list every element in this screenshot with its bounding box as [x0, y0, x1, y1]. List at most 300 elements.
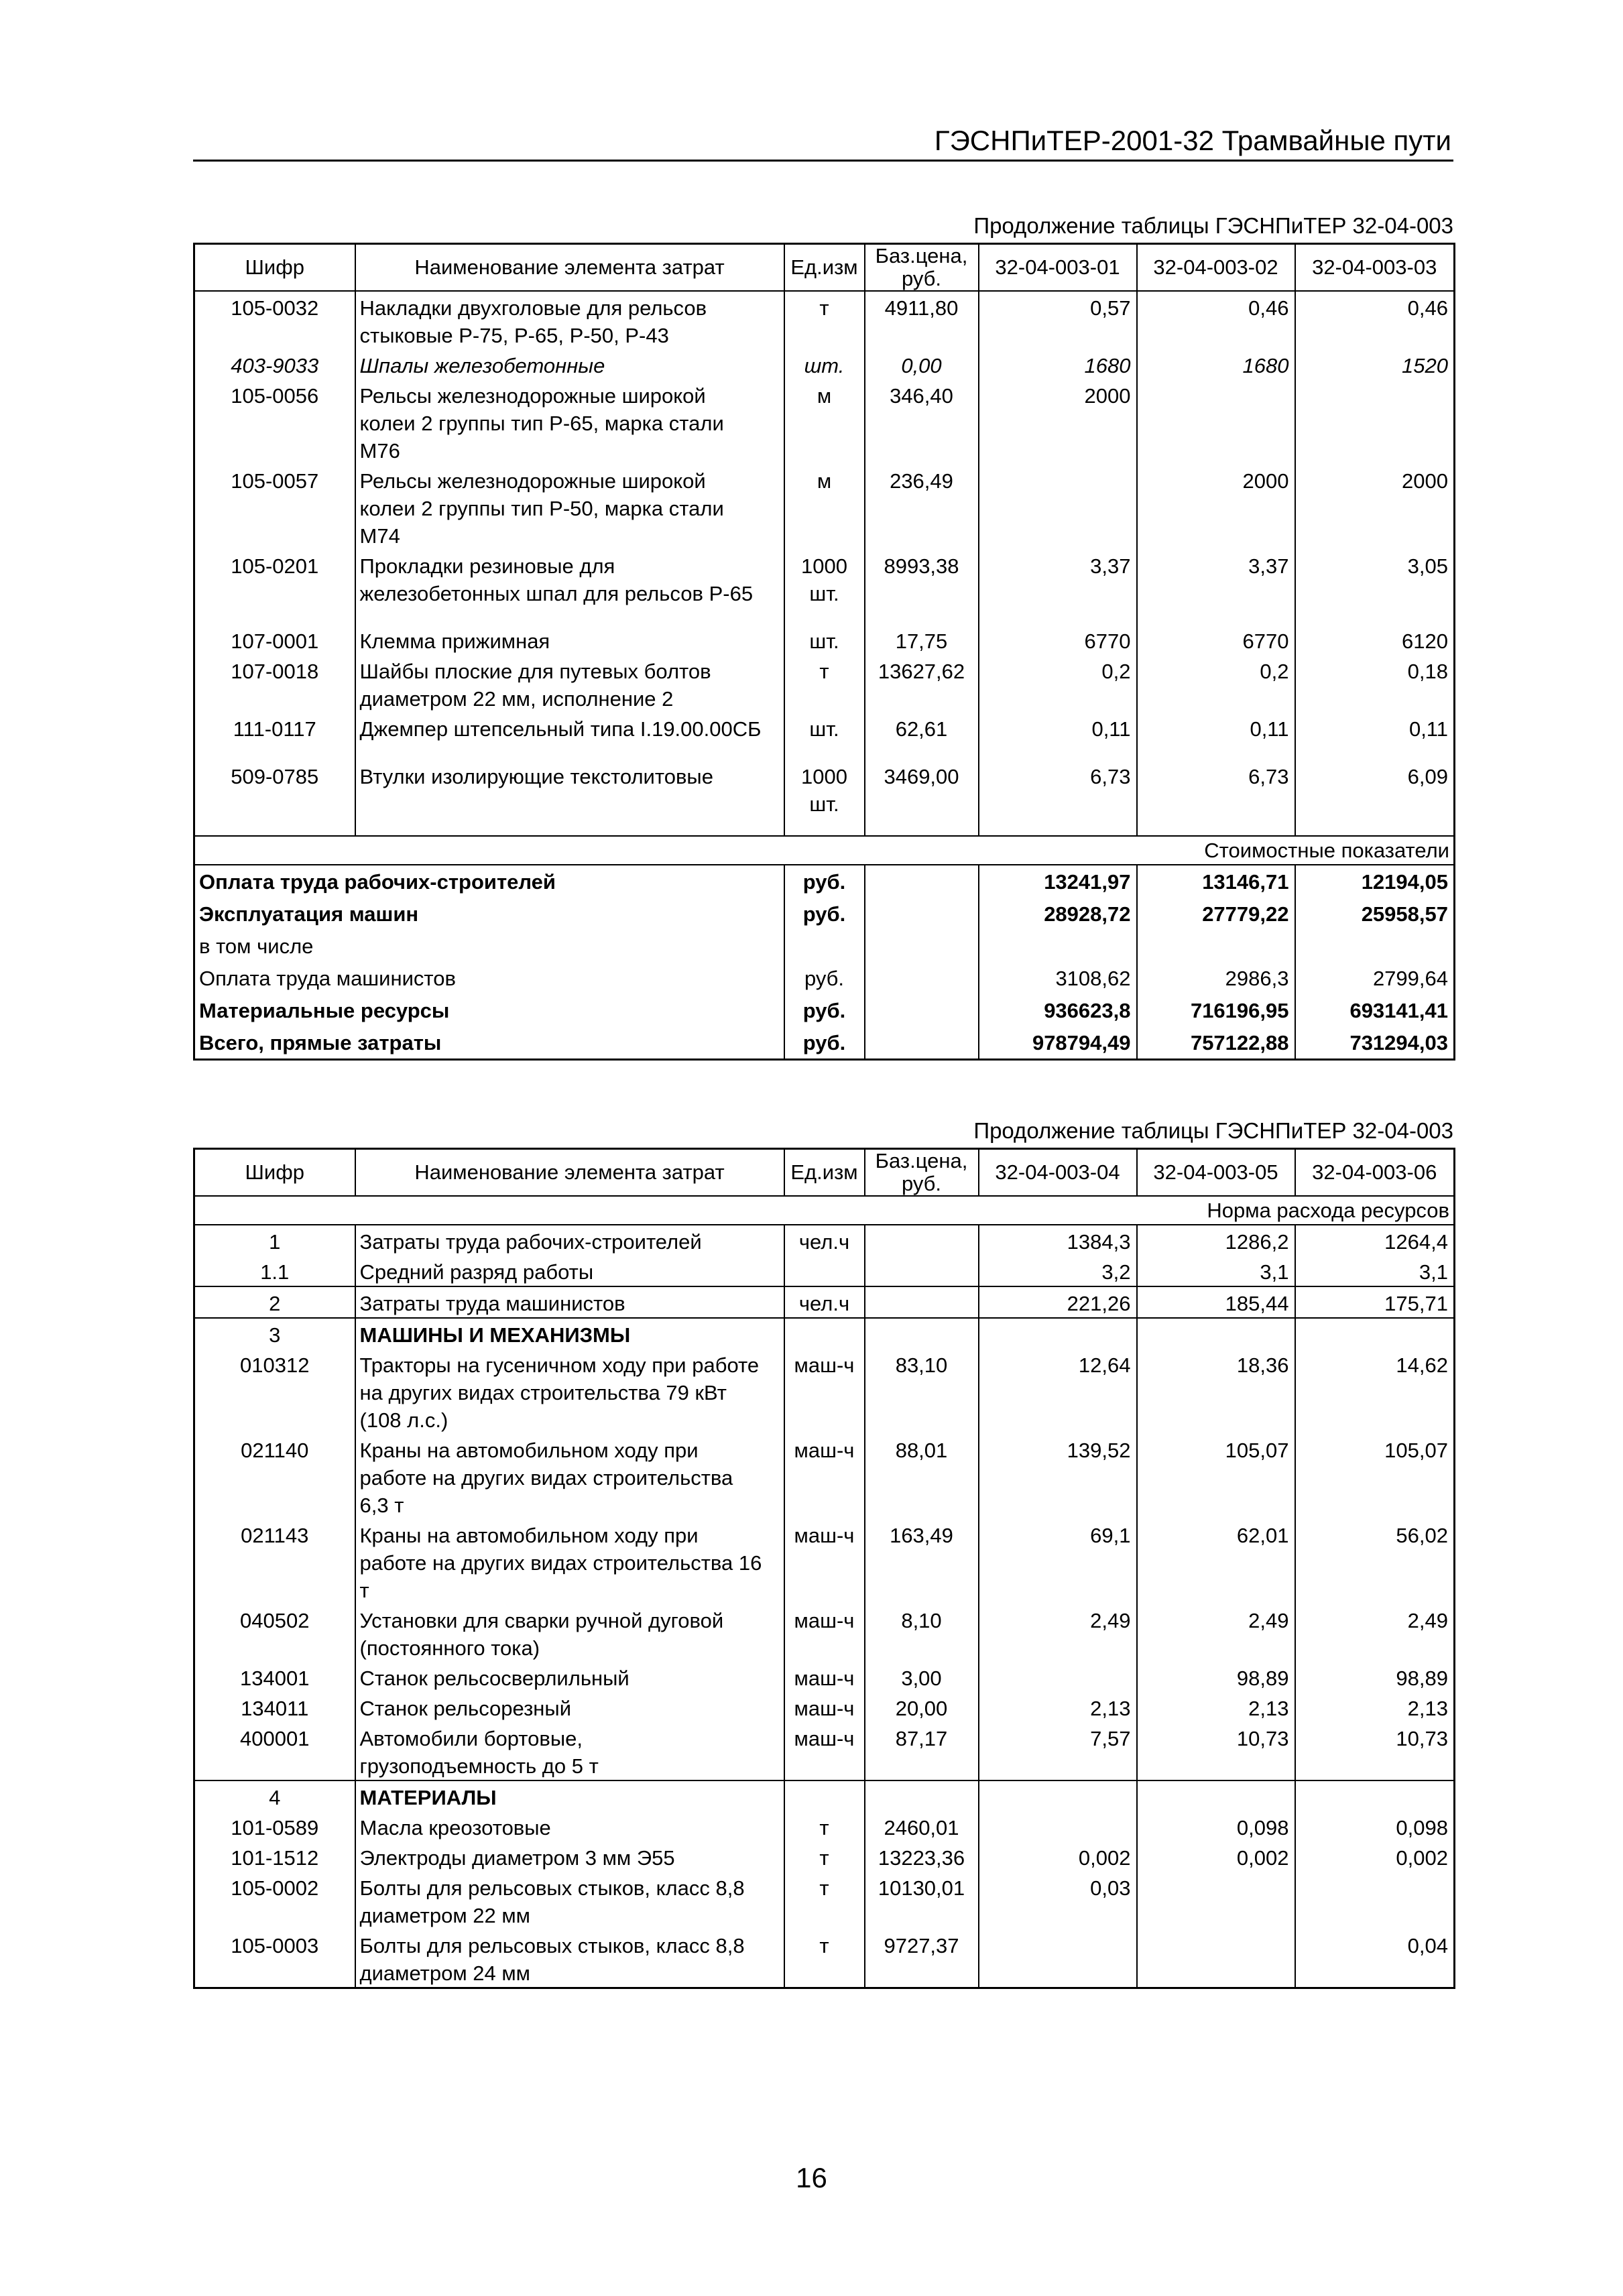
norm-value: 139,52	[979, 1434, 1137, 1519]
cost-value: 757122,88	[1137, 1026, 1295, 1060]
base-price: 88,01	[865, 1434, 979, 1519]
text-line: Затраты труда рабочих-строителей	[359, 1230, 702, 1254]
unit-text: чел.ч	[798, 1230, 850, 1254]
resource-code: 105-0003	[194, 1929, 355, 1988]
text-line: 6,3 т	[359, 1494, 404, 1517]
unit-text: шт.	[809, 717, 839, 741]
spacer-cell	[979, 818, 1137, 836]
table-row	[194, 550, 1455, 607]
unit-cell	[784, 713, 865, 743]
base-price: 236,49	[865, 465, 979, 550]
norm-value: 98,89	[1137, 1662, 1295, 1692]
base-price: 10130,01	[865, 1872, 979, 1929]
cost-value	[1295, 930, 1455, 962]
unit-cell	[784, 1692, 865, 1722]
unit-cell	[784, 291, 865, 349]
unit-cell	[784, 1318, 865, 1349]
resource-name	[355, 760, 784, 818]
table-row	[194, 713, 1455, 743]
resource-name	[355, 1604, 784, 1662]
text-line: Затраты труда машинистов	[359, 1292, 625, 1315]
column-header: Шифр	[194, 244, 355, 292]
norm-value: 0,002	[979, 1841, 1137, 1872]
resource-name	[355, 1872, 784, 1929]
base-price: 83,10	[865, 1349, 979, 1434]
norm-value: 0,098	[1137, 1811, 1295, 1841]
base-price: 9727,37	[865, 1929, 979, 1988]
base-price: 163,49	[865, 1519, 979, 1604]
resource-name	[355, 625, 784, 655]
cost-unit: руб.	[784, 994, 865, 1026]
cost-name: Оплата труда рабочих-строителей	[194, 865, 784, 898]
column-header: 32-04-003-05	[1137, 1149, 1295, 1197]
column-header: 32-04-003-06	[1295, 1149, 1455, 1197]
norm-value: 6770	[1137, 625, 1295, 655]
unit-text: т	[819, 1816, 829, 1839]
norm-value	[979, 1929, 1137, 1988]
unit-cell	[784, 1225, 865, 1256]
table-row	[194, 1349, 1455, 1434]
header-row	[194, 1149, 1455, 1197]
norm-value	[1295, 379, 1455, 465]
unit-text: чел.ч	[798, 1292, 850, 1315]
unit-cell	[784, 1929, 865, 1988]
resource-code: 105-0056	[194, 379, 355, 465]
resource-name	[355, 1662, 784, 1692]
resource-code: 021143	[194, 1519, 355, 1604]
base-price: 2460,01	[865, 1811, 979, 1841]
norm-value	[1295, 1872, 1455, 1929]
norm-value: 1384,3	[979, 1225, 1137, 1256]
text-line: Краны на автомобильном ходу при	[359, 1524, 699, 1547]
text-line: Шпалы железобетонные	[359, 354, 605, 377]
cost-unit: руб.	[784, 898, 865, 930]
spacer-cell	[355, 743, 784, 760]
base-price: 3469,00	[865, 760, 979, 818]
text-line: Станок рельсорезный	[359, 1697, 572, 1720]
unit-cell	[784, 1841, 865, 1872]
resource-table-2	[193, 1148, 1455, 1989]
cost-unit: руб.	[784, 865, 865, 898]
text-line: Масла креозотовые	[359, 1816, 551, 1839]
norm-value: 6,73	[1137, 760, 1295, 818]
cost-name: Эксплуатация машин	[194, 898, 784, 930]
text-line: Прокладки резиновые для	[359, 554, 615, 578]
cost-value: 12194,05	[1295, 865, 1455, 898]
norm-value: 2,49	[1137, 1604, 1295, 1662]
cost-name: в том числе	[194, 930, 784, 962]
resource-name	[355, 349, 784, 379]
cost-unit: руб.	[784, 962, 865, 994]
resource-name	[355, 655, 784, 713]
norm-value: 2,13	[1295, 1692, 1455, 1722]
table-row	[194, 1519, 1455, 1604]
resource-code: 105-0032	[194, 291, 355, 349]
base-price: 8,10	[865, 1604, 979, 1662]
table-row	[194, 379, 1455, 465]
column-header: 32-04-003-01	[979, 244, 1137, 292]
norm-value	[1295, 1318, 1455, 1349]
text-line: (108 л.с.)	[359, 1408, 448, 1432]
column-header: Наименование элемента затрат	[355, 244, 784, 292]
norm-value: 3,1	[1137, 1256, 1295, 1286]
resource-name	[355, 1256, 784, 1286]
text-line: Установки для сварки ручной дуговой	[359, 1609, 724, 1632]
table-row	[194, 1811, 1455, 1841]
resource-name	[355, 1692, 784, 1722]
norm-value	[1137, 379, 1295, 465]
text-line: диаметром 22 мм, исполнение 2	[359, 687, 674, 711]
norm-value: 56,02	[1295, 1519, 1455, 1604]
unit-cell	[784, 760, 865, 818]
unit-cell	[784, 1662, 865, 1692]
norm-value: 0,2	[1137, 655, 1295, 713]
spacer-cell	[1137, 818, 1295, 836]
text-line: работе на других видах строительства	[359, 1466, 733, 1490]
norm-value: 18,36	[1137, 1349, 1295, 1434]
cost-value: 716196,95	[1137, 994, 1295, 1026]
column-header: Ед.изм	[784, 244, 865, 292]
table-row	[194, 625, 1455, 655]
text-line: Клемма прижимная	[359, 629, 550, 653]
base-price: 87,17	[865, 1722, 979, 1780]
unit-text: маш-ч	[794, 1439, 855, 1462]
resource-code: 1.1	[194, 1256, 355, 1286]
text-line: Станок рельсосверлильный	[359, 1667, 629, 1690]
resource-name	[355, 1780, 784, 1811]
cost-value: 28928,72	[979, 898, 1137, 930]
unit-cell	[784, 1604, 865, 1662]
table2-continuation-note: Продолжение таблицы ГЭСНПиТЕР 32-04-003	[973, 1118, 1453, 1143]
resource-name	[355, 1225, 784, 1256]
table-row	[194, 349, 1455, 379]
text-line: Тракторы на гусеничном ходу при работе	[359, 1353, 760, 1377]
norm-value: 14,62	[1295, 1349, 1455, 1434]
cost-row	[194, 930, 1455, 962]
text-line: Средний разряд работы	[359, 1260, 594, 1284]
unit-text: т	[819, 296, 829, 320]
table-row	[194, 1780, 1455, 1811]
base-price: 17,75	[865, 625, 979, 655]
norm-value: 0,002	[1137, 1841, 1295, 1872]
text-line: М74	[359, 524, 400, 548]
norm-value: 6,73	[979, 760, 1137, 818]
spacer-cell	[979, 743, 1137, 760]
table-row	[194, 1662, 1455, 1692]
spacer-cell	[865, 743, 979, 760]
text-line: колеи 2 группы тип Р-50, марка стали	[359, 497, 724, 520]
cost-name: Материальные ресурсы	[194, 994, 784, 1026]
norm-value: 0,002	[1295, 1841, 1455, 1872]
spacer-row	[194, 743, 1455, 760]
cost-price-blank	[865, 1026, 979, 1060]
norm-value: 0,57	[979, 291, 1137, 349]
norm-value: 10,73	[1295, 1722, 1455, 1780]
norm-value: 2,13	[979, 1692, 1137, 1722]
column-header: Шифр	[194, 1149, 355, 1197]
unit-text: м	[817, 469, 832, 493]
text-line: Рельсы железнодорожные широкой	[359, 384, 706, 408]
norm-value: 0,04	[1295, 1929, 1455, 1988]
resource-name	[355, 1811, 784, 1841]
base-price: 3,00	[865, 1662, 979, 1692]
norm-value: 2,49	[979, 1604, 1137, 1662]
base-price: 13627,62	[865, 655, 979, 713]
spacer-cell	[194, 607, 355, 625]
cost-section-label: Стоимостные показатели	[194, 836, 1455, 865]
norm-value: 12,64	[979, 1349, 1137, 1434]
header-rule	[193, 160, 1453, 162]
cost-name: Всего, прямые затраты	[194, 1026, 784, 1060]
spacer-cell	[1137, 743, 1295, 760]
resource-code: 010312	[194, 1349, 355, 1434]
norm-value: 0,2	[979, 655, 1137, 713]
norm-value: 6770	[979, 625, 1137, 655]
norm-value	[979, 1662, 1137, 1692]
resource-name	[355, 379, 784, 465]
resource-code: 1	[194, 1225, 355, 1256]
base-price	[865, 1286, 979, 1318]
norm-value: 2,49	[1295, 1604, 1455, 1662]
column-header: Баз.цена, руб.	[865, 244, 979, 292]
resource-name	[355, 1841, 784, 1872]
cost-value: 25958,57	[1295, 898, 1455, 930]
unit-text: 1000 шт.	[801, 554, 847, 605]
unit-cell	[784, 550, 865, 607]
column-header: 32-04-003-02	[1137, 244, 1295, 292]
unit-text: м	[817, 384, 832, 408]
unit-text: 1000 шт.	[801, 765, 847, 816]
spacer-cell	[784, 818, 865, 836]
text-line: Болты для рельсовых стыков, класс 8,8	[359, 1934, 745, 1957]
resource-name	[355, 1519, 784, 1604]
norm-value: 0,11	[979, 713, 1137, 743]
norm-value: 3,05	[1295, 550, 1455, 607]
norm-value: 185,44	[1137, 1286, 1295, 1318]
table-row	[194, 1434, 1455, 1519]
norm-value: 105,07	[1295, 1434, 1455, 1519]
norm-value: 1680	[1137, 349, 1295, 379]
norm-value: 1680	[979, 349, 1137, 379]
spacer-cell	[194, 818, 355, 836]
unit-text: маш-ч	[794, 1667, 855, 1690]
spacer-cell	[784, 607, 865, 625]
norm-value: 1286,2	[1137, 1225, 1295, 1256]
unit-cell	[784, 1434, 865, 1519]
cost-value: 936623,8	[979, 994, 1137, 1026]
unit-text: т	[819, 660, 829, 683]
cost-row	[194, 865, 1455, 898]
resource-code: 3	[194, 1318, 355, 1349]
norm-value: 0,098	[1295, 1811, 1455, 1841]
spacer-cell	[979, 607, 1137, 625]
unit-text: маш-ч	[794, 1697, 855, 1720]
norm-value	[979, 1318, 1137, 1349]
text-line: Рельсы железнодорожные широкой	[359, 469, 706, 493]
table-row	[194, 1225, 1455, 1256]
cost-price-blank	[865, 930, 979, 962]
norm-value: 1264,4	[1295, 1225, 1455, 1256]
norm-value: 69,1	[979, 1519, 1137, 1604]
text-line: Шайбы плоские для путевых болтов	[359, 660, 711, 683]
cost-price-blank	[865, 962, 979, 994]
text-line: М76	[359, 439, 400, 463]
unit-cell	[784, 625, 865, 655]
cost-value: 3108,62	[979, 962, 1137, 994]
norm-value: 10,73	[1137, 1722, 1295, 1780]
spacer-cell	[355, 818, 784, 836]
cost-row	[194, 962, 1455, 994]
unit-text: т	[819, 1876, 829, 1900]
cost-row	[194, 994, 1455, 1026]
unit-cell	[784, 1256, 865, 1286]
text-line: Краны на автомобильном ходу при	[359, 1439, 699, 1462]
column-header: Наименование элемента затрат	[355, 1149, 784, 1197]
norm-value	[1137, 1318, 1295, 1349]
norm-value: 0,18	[1295, 655, 1455, 713]
text-line: грузоподъемность до 5 т	[359, 1754, 599, 1778]
norm-value: 3,2	[979, 1256, 1137, 1286]
resource-code: 400001	[194, 1722, 355, 1780]
cost-row	[194, 1026, 1455, 1060]
norm-value: 221,26	[979, 1286, 1137, 1318]
cost-price-blank	[865, 994, 979, 1026]
unit-cell	[784, 1519, 865, 1604]
norm-value: 0,11	[1137, 713, 1295, 743]
table-row	[194, 1286, 1455, 1318]
spacer-cell	[784, 743, 865, 760]
running-header: ГЭСНПиТЕР-2001-32 Трамвайные пути	[934, 125, 1451, 156]
resource-code: 134001	[194, 1662, 355, 1692]
unit-cell	[784, 465, 865, 550]
table-row	[194, 1722, 1455, 1780]
resource-code: 105-0002	[194, 1872, 355, 1929]
resource-code: 105-0057	[194, 465, 355, 550]
resource-table-1	[193, 243, 1455, 1061]
norm-value: 1520	[1295, 349, 1455, 379]
norm-value: 62,01	[1137, 1519, 1295, 1604]
table-row	[194, 1604, 1455, 1662]
table-row	[194, 465, 1455, 550]
norm-value: 2000	[1137, 465, 1295, 550]
unit-text: т	[819, 1846, 829, 1870]
column-header: Ед.изм	[784, 1149, 865, 1197]
unit-text: маш-ч	[794, 1609, 855, 1632]
spacer-cell	[194, 743, 355, 760]
spacer-row	[194, 607, 1455, 625]
table1-continuation-note: Продолжение таблицы ГЭСНПиТЕР 32-04-003	[973, 213, 1453, 238]
base-price: 4911,80	[865, 291, 979, 349]
column-header: Баз.цена, руб.	[865, 1149, 979, 1197]
text-line: (постоянного тока)	[359, 1636, 540, 1660]
cost-value: 13146,71	[1137, 865, 1295, 898]
resource-code: 134011	[194, 1692, 355, 1722]
table-row	[194, 1841, 1455, 1872]
unit-cell	[784, 1286, 865, 1318]
norm-value	[979, 1811, 1137, 1841]
resource-code: 107-0018	[194, 655, 355, 713]
resource-name	[355, 1349, 784, 1434]
norm-value	[1295, 1780, 1455, 1811]
resource-name	[355, 465, 784, 550]
resource-code: 021140	[194, 1434, 355, 1519]
base-price: 8993,38	[865, 550, 979, 607]
text-line: железобетонных шпал для рельсов Р-65	[359, 582, 754, 605]
resource-code: 403-9033	[194, 349, 355, 379]
column-header: 32-04-003-03	[1295, 244, 1455, 292]
norm-value: 2000	[1295, 465, 1455, 550]
norm-value: 3,1	[1295, 1256, 1455, 1286]
base-price	[865, 1780, 979, 1811]
norm-value	[1137, 1780, 1295, 1811]
base-price	[865, 1318, 979, 1349]
cost-value: 978794,49	[979, 1026, 1137, 1060]
spacer-row	[194, 818, 1455, 836]
spacer-cell	[1295, 818, 1455, 836]
resource-code: 2	[194, 1286, 355, 1318]
resource-code: 101-0589	[194, 1811, 355, 1841]
cost-name: Оплата труда машинистов	[194, 962, 784, 994]
cost-value: 2986,3	[1137, 962, 1295, 994]
cost-unit	[784, 930, 865, 962]
norm-value: 175,71	[1295, 1286, 1455, 1318]
spacer-cell	[355, 607, 784, 625]
cost-value: 13241,97	[979, 865, 1137, 898]
text-line: Болты для рельсовых стыков, класс 8,8	[359, 1876, 745, 1900]
cost-row	[194, 898, 1455, 930]
text-line: Джемпер штепсельный типа I.19.00.00СБ	[359, 717, 762, 741]
spacer-cell	[1137, 607, 1295, 625]
text-line: диаметром 24 мм	[359, 1961, 530, 1985]
resource-name	[355, 1318, 784, 1349]
norm-value: 0,46	[1295, 291, 1455, 349]
text-line: стыковые Р-75, Р-65, Р-50, Р-43	[359, 324, 669, 347]
table-row	[194, 760, 1455, 818]
unit-cell	[784, 1349, 865, 1434]
table-row	[194, 291, 1455, 349]
text-line: диаметром 22 мм	[359, 1904, 530, 1927]
resource-code: 509-0785	[194, 760, 355, 818]
unit-text: маш-ч	[794, 1727, 855, 1750]
norm-value: 2,13	[1137, 1692, 1295, 1722]
spacer-cell	[1295, 743, 1455, 760]
base-price: 0,00	[865, 349, 979, 379]
resource-name	[355, 1286, 784, 1318]
unit-text: маш-ч	[794, 1353, 855, 1377]
base-price	[865, 1225, 979, 1256]
resource-code: 111-0117	[194, 713, 355, 743]
norm-value: 0,46	[1137, 291, 1295, 349]
base-price	[865, 1256, 979, 1286]
resource-name	[355, 1929, 784, 1988]
unit-cell	[784, 1872, 865, 1929]
spacer-cell	[865, 818, 979, 836]
resource-name	[355, 1434, 784, 1519]
cost-price-blank	[865, 865, 979, 898]
base-price: 346,40	[865, 379, 979, 465]
table-row	[194, 1256, 1455, 1286]
norm-value: 0,11	[1295, 713, 1455, 743]
unit-text: маш-ч	[794, 1524, 855, 1547]
table-row	[194, 1929, 1455, 1988]
norm-section-label: Норма расхода ресурсов	[194, 1196, 1455, 1225]
table-row	[194, 1872, 1455, 1929]
resource-name	[355, 550, 784, 607]
base-price: 13223,36	[865, 1841, 979, 1872]
resource-code: 105-0201	[194, 550, 355, 607]
norm-value: 6,09	[1295, 760, 1455, 818]
resource-code: 040502	[194, 1604, 355, 1662]
